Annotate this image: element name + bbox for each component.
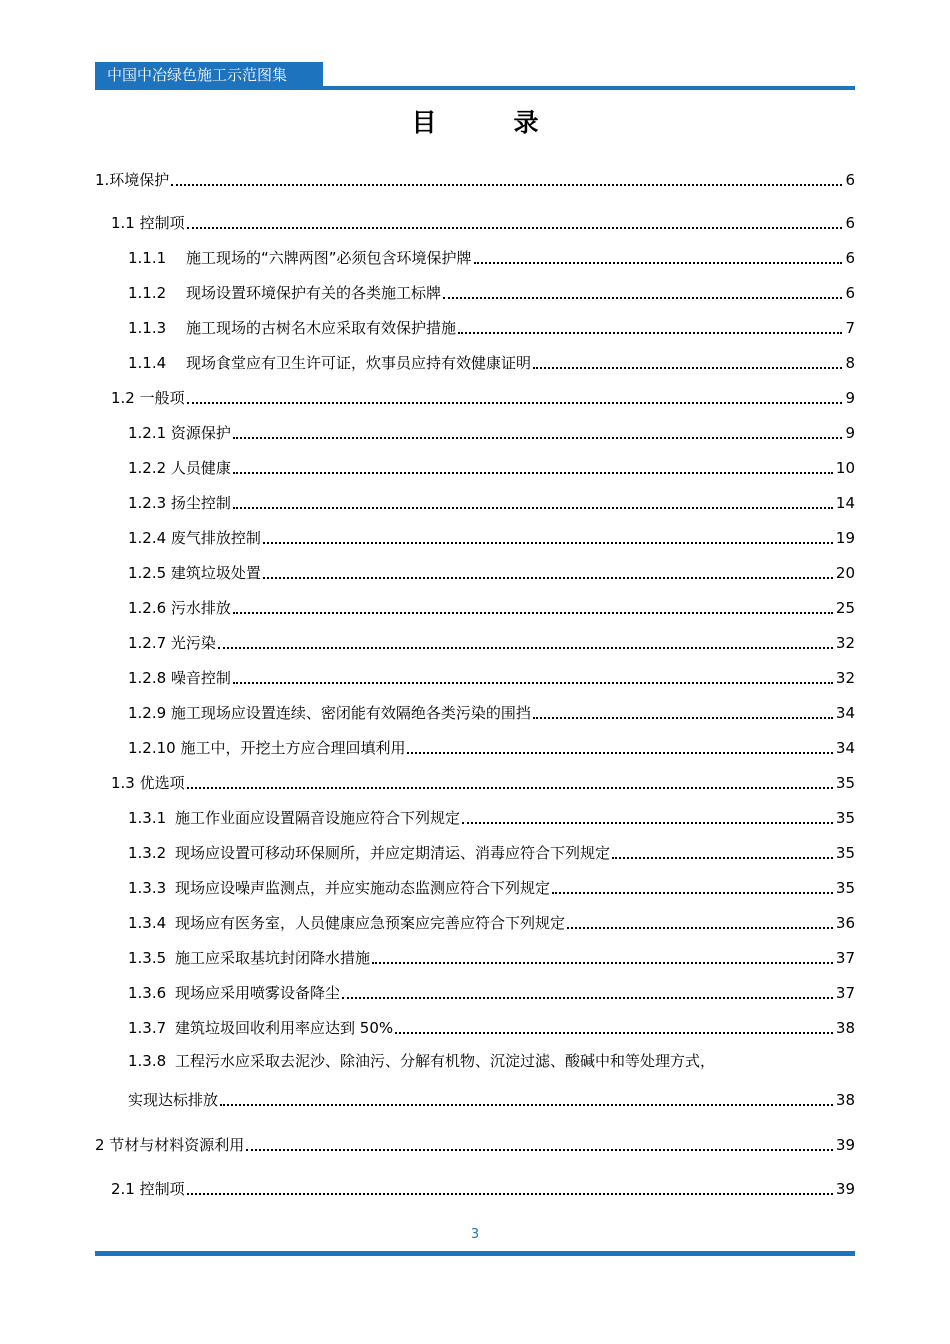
toc-entry[interactable] [128,559,855,583]
toc-entry-first-line[interactable] [128,1051,855,1071]
toc-entry-text: 工程污水应采取去泥沙、除油污、分解有机物、沉淀过滤、酸碱中和等处理方式， [175,1052,716,1070]
toc-page-number: 19 [835,529,855,547]
toc-page-number: 6 [845,214,855,232]
toc-entry-number: 1.3.5 [128,949,167,967]
toc-entry-number: 1.3.1 [128,809,167,827]
toc-page-number: 7 [845,319,855,337]
toc-entry-number: 1.1.4 [128,354,167,372]
toc-entry-number: 1.1.3 [128,319,167,337]
dot-leader [246,1149,833,1151]
toc-page-number: 25 [835,599,855,617]
dot-leader [187,787,833,789]
toc-entry-text: 现场应有医务室，人员健康应急预案应完善应符合下列规定 [175,914,566,932]
dot-leader [187,402,843,404]
dot-leader [171,184,842,186]
toc-entry-text: 1.2.2 人员健康 [128,459,231,477]
toc-entry-text: 现场食堂应有卫生许可证，炊事员应持有效健康证明 [186,354,532,372]
dot-leader [458,332,842,334]
dot-leader [233,507,833,509]
dot-leader [552,892,833,894]
toc-entry[interactable] [111,384,855,408]
toc-page-number: 6 [845,171,855,189]
toc-entry[interactable] [128,489,855,513]
toc-entry[interactable] [128,629,855,653]
toc-page-number: 35 [835,774,855,792]
toc-page-number: 37 [835,984,855,1002]
dot-leader [612,857,833,859]
dot-leader [187,227,843,229]
toc-entry-text: 1.2.7 光污染 [128,634,216,652]
toc-entry-text: 1.2.6 污水排放 [128,599,231,617]
toc-page-number: 35 [835,879,855,897]
toc-entry-number: 1.3.4 [128,914,167,932]
toc-entry-text-continued: 实现达标排放 [128,1091,219,1109]
toc-entry[interactable] [128,314,855,338]
toc-entry-text: 1.2.8 噪音控制 [128,669,231,687]
toc-entry-number: 1.3.8 [128,1052,167,1070]
toc-page-number: 9 [845,424,855,442]
toc-page-number: 10 [835,459,855,477]
toc-entry-number: 1.3.6 [128,984,167,1002]
toc-entry[interactable] [128,944,855,968]
dot-leader [263,577,833,579]
toc-entry[interactable] [128,664,855,688]
toc-page-number: 6 [845,249,855,267]
toc-entry-text: 2.1 控制项 [111,1180,185,1198]
toc-entry-text: 1.2.9 施工现场应设置连续、密闭能有效隔绝各类污染的围挡 [128,704,531,722]
toc-entry-text: 1.2 一般项 [111,389,185,407]
toc-page-number: 39 [835,1136,855,1154]
toc-entry[interactable] [128,419,855,443]
dot-leader [187,1193,833,1195]
toc-entry-text: 施工现场的“六牌两图”必须包含环境保护牌 [186,249,472,267]
toc-entry[interactable] [128,454,855,478]
toc-page-number: 34 [835,739,855,757]
toc-entry-text: 1.2.3 扬尘控制 [128,494,231,512]
toc-page-number: 38 [835,1019,855,1037]
toc-entry[interactable] [128,1086,855,1110]
dot-leader [462,822,833,824]
toc-entry-text: 施工现场的古树名木应采取有效保护措施 [186,319,457,337]
toc-entry-number: 1.1.1 [128,249,167,267]
toc-entry[interactable] [111,1175,855,1199]
toc-entry-text: 1.1 控制项 [111,214,185,232]
dot-leader [407,752,832,754]
toc-entry[interactable] [111,209,855,233]
toc-entry-text: 2 节材与材料资源利用 [95,1136,245,1154]
toc-page-number: 8 [845,354,855,372]
toc-entry[interactable] [128,874,855,898]
toc-page-number: 20 [835,564,855,582]
dot-leader [233,682,833,684]
dot-leader [567,927,833,929]
toc-entry-text: 1.3 优选项 [111,774,185,792]
toc-entry-text: 1.环境保护 [95,171,170,189]
toc-entry-text: 施工作业面应设置隔音设施应符合下列规定 [175,809,461,827]
dot-leader [533,717,833,719]
dot-leader [443,297,842,299]
toc-entry-text: 1.2.10 施工中，开挖土方应合理回填利用 [128,739,406,757]
dot-leader [372,962,833,964]
toc-entry-text: 施工应采取基坑封闭降水措施 [175,949,371,967]
toc-entry[interactable] [128,524,855,548]
toc-page-number: 6 [845,284,855,302]
toc-entry-text: 1.2.5 建筑垃圾处置 [128,564,261,582]
toc-entry[interactable] [128,279,855,303]
toc-page-number: 35 [835,844,855,862]
toc-entry-text: 现场应设置可移动环保厕所，并应定期清运、消毒应符合下列规定 [175,844,611,862]
toc-entry[interactable] [111,769,855,793]
toc-entry-text: 1.2.4 废气排放控制 [128,529,261,547]
toc-page-number: 32 [835,669,855,687]
toc-entry-text: 现场应设噪声监测点，并应实施动态监测应符合下列规定 [175,879,551,897]
toc-entry[interactable] [128,979,855,1003]
toc-page-number: 14 [835,494,855,512]
toc-page-number: 37 [835,949,855,967]
dot-leader [342,997,833,999]
toc-entry-number: 1.3.3 [128,879,167,897]
dot-leader [233,472,833,474]
dot-leader [395,1032,833,1034]
toc-entry[interactable] [128,909,855,933]
dot-leader [233,612,833,614]
toc-entry[interactable] [128,804,855,828]
toc-entry-text: 现场设置环境保护有关的各类施工标牌 [186,284,442,302]
toc-entry[interactable] [128,734,855,758]
toc-entry-number: 1.3.7 [128,1019,167,1037]
toc-page-number: 38 [835,1091,855,1109]
toc-entry[interactable] [128,699,855,723]
dot-leader [218,647,833,649]
toc-entry-number: 1.1.2 [128,284,167,302]
toc-entry-number: 1.3.2 [128,844,167,862]
toc-entry-text: 建筑垃圾回收利用率应达到 50% [175,1019,394,1037]
footer-page-number: 3 [470,1227,480,1242]
toc-entry[interactable] [128,244,855,268]
toc-entry[interactable] [128,594,855,618]
dot-leader [474,262,843,264]
dot-leader [263,542,833,544]
toc-entry[interactable] [95,1131,855,1155]
toc-page-number: 9 [845,389,855,407]
toc-entry-text: 现场应采用喷雾设备降尘 [175,984,341,1002]
toc-page-number: 36 [835,914,855,932]
dot-leader [533,367,842,369]
document-header-title: 中国中冶绿色施工示范图集 [95,62,323,89]
dot-leader [233,437,843,439]
toc-page-number: 32 [835,634,855,652]
toc-entry-text: 1.2.1 资源保护 [128,424,231,442]
toc-page-number: 34 [835,704,855,722]
toc-entry[interactable] [128,839,855,863]
dot-leader [220,1104,833,1106]
toc-page-number: 35 [835,809,855,827]
toc-entry[interactable] [95,166,855,190]
page-title: 目 录 [411,108,565,137]
toc-page-number: 39 [835,1180,855,1198]
toc-entry[interactable] [128,349,855,373]
footer-rule [95,1251,855,1256]
toc-entry[interactable] [128,1014,855,1038]
